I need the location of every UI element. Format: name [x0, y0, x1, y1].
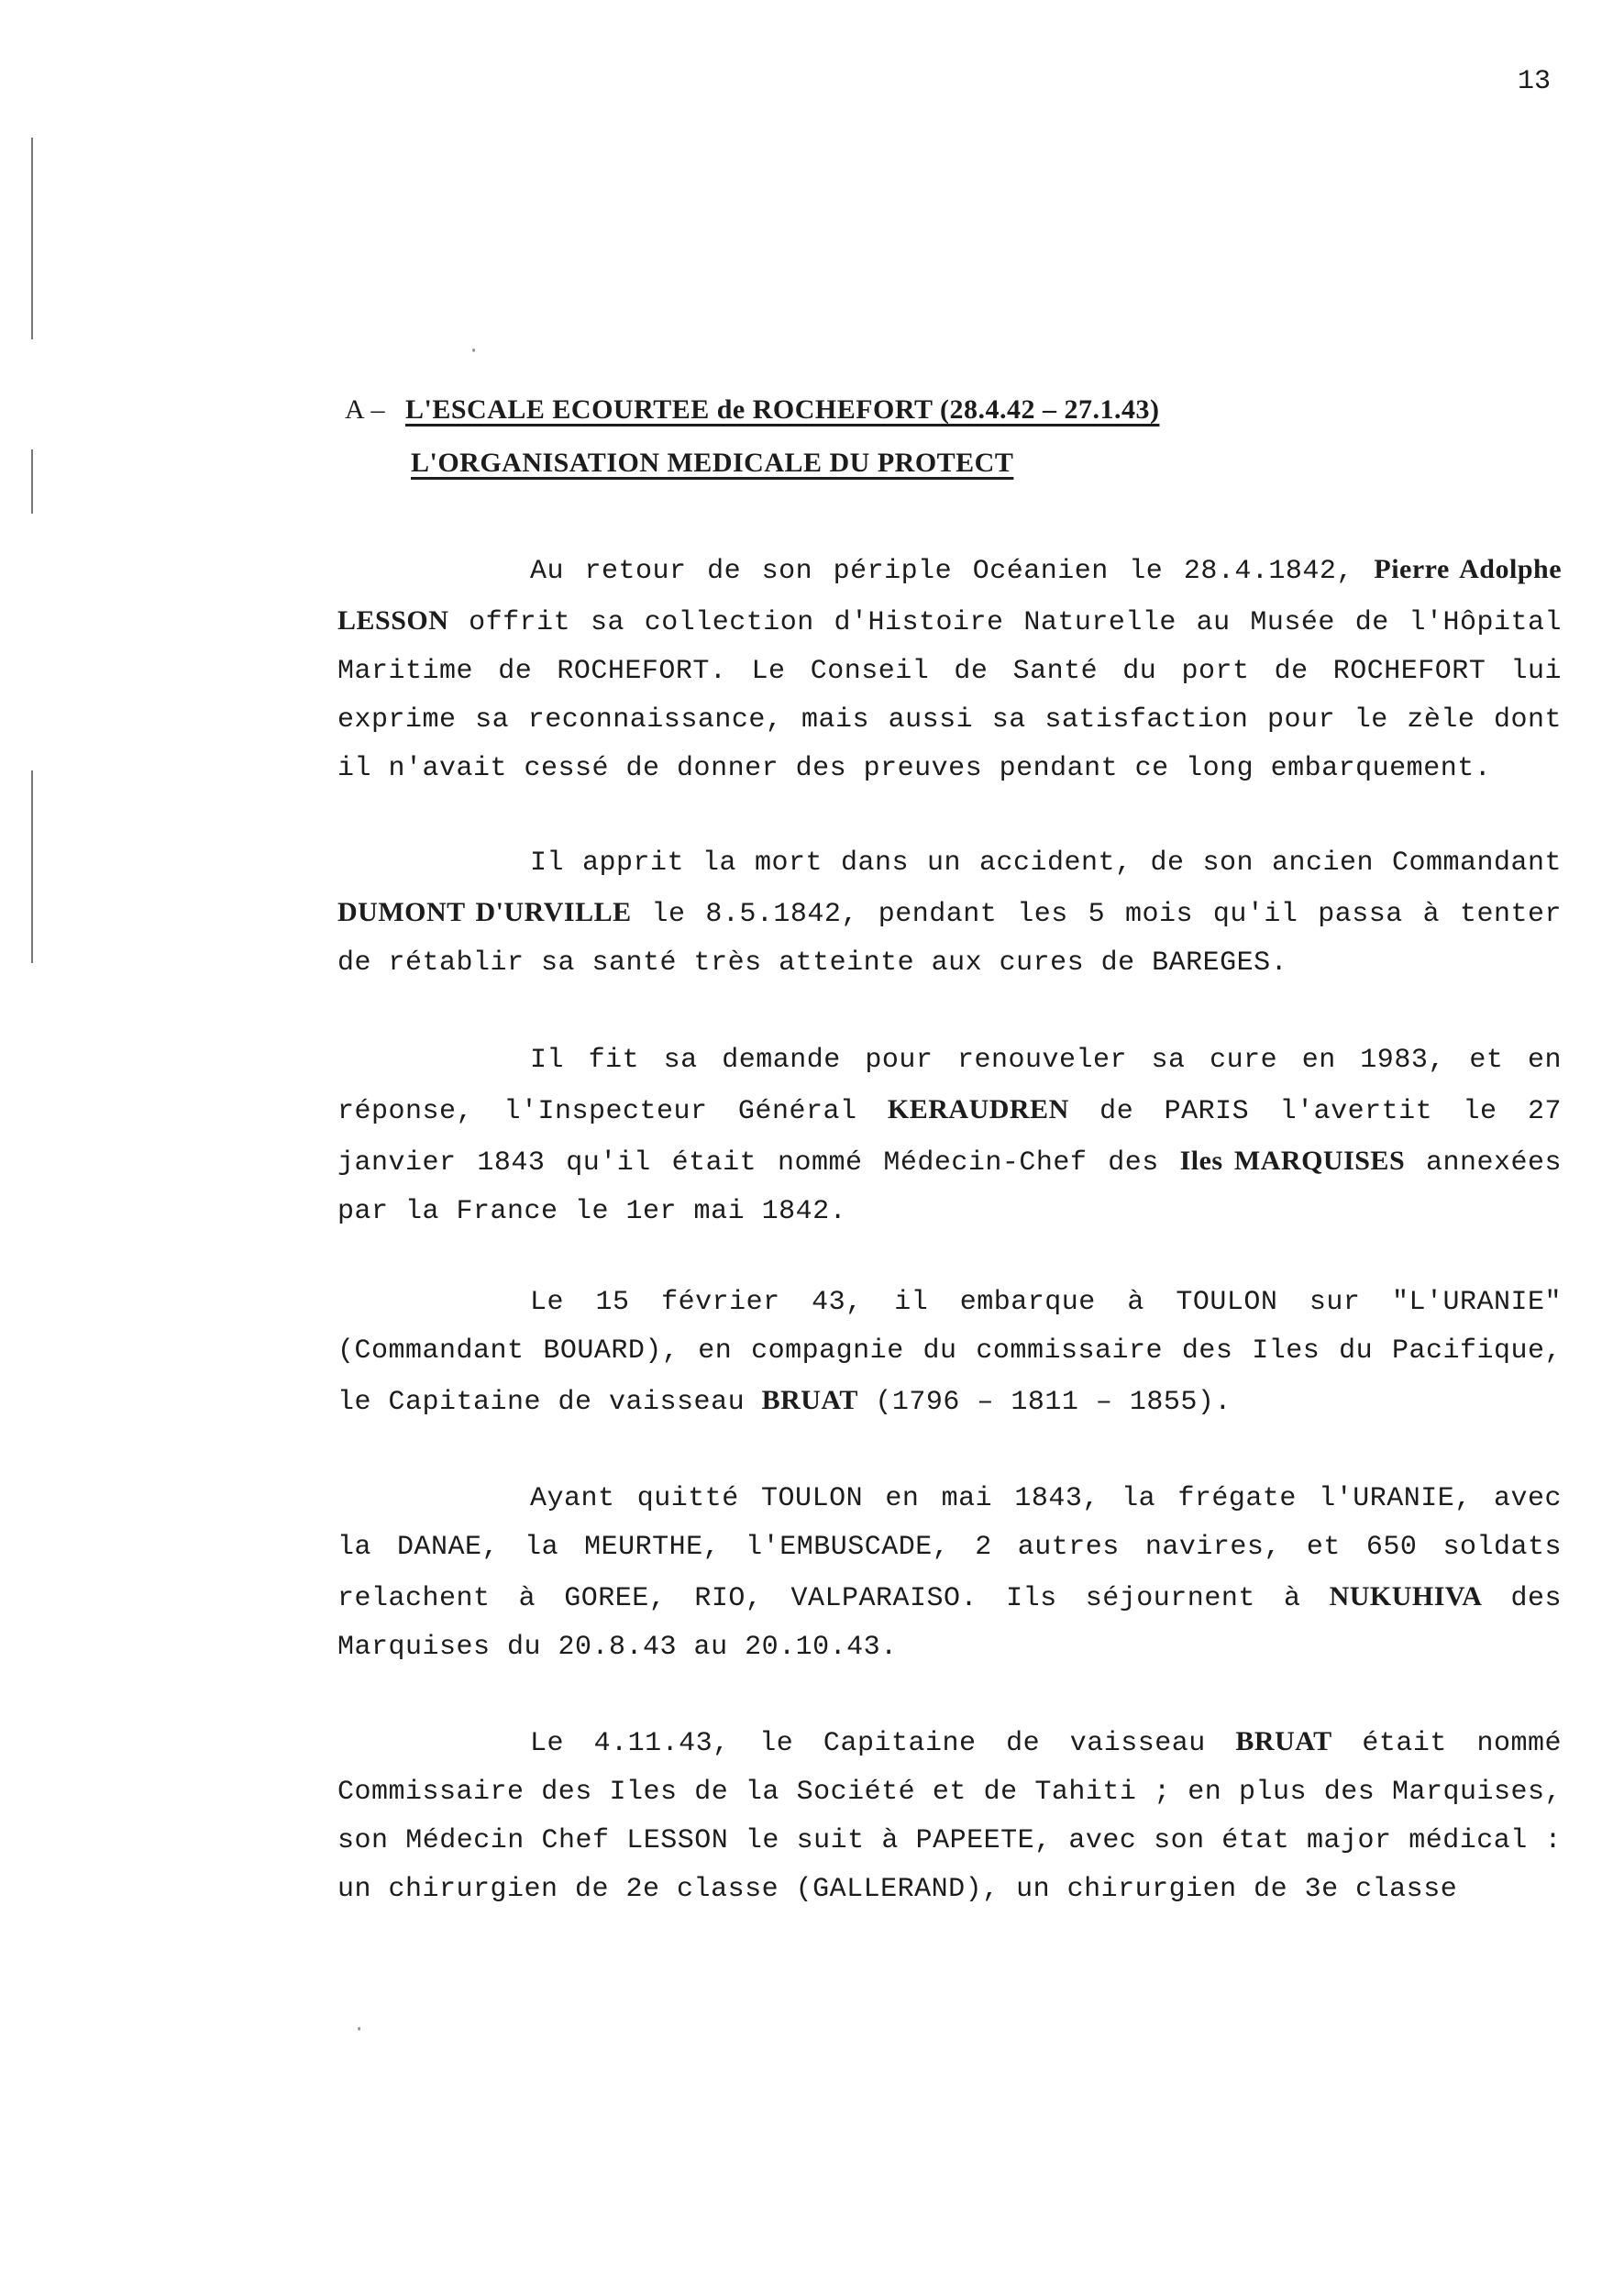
text-run: annexées par la France le 1er mai 1842. — [337, 1147, 1562, 1227]
text-run: Le 15 février 43, il embarque à TOULON sur "L'URANIE" (Commandant BOUARD), en compagnie du commissaire des Iles du Pacifique, le Capitaine de vaisseau — [337, 1287, 1562, 1418]
bold-name: BRUAT — [1235, 1726, 1332, 1756]
left-margin-mark — [31, 138, 33, 339]
bold-name: Iles MARQUISES — [1179, 1146, 1406, 1176]
text-run: Au retour de son périple Océanien le 28.4.1842, — [530, 556, 1375, 587]
section-subheading — [411, 448, 1013, 479]
section-prefix: A – — [345, 394, 386, 425]
text-run: le 8.5.1842, pendant les 5 mois qu'il passa à tenter de rétablir sa santé très atteinte aux cures de BAREGES. — [337, 899, 1563, 979]
page-number: 13 — [1518, 66, 1552, 97]
bold-name: NUKUHIVA — [1329, 1581, 1483, 1612]
bold-name: DUMONT D'URVILLE — [337, 897, 632, 927]
paragraph-3 — [337, 1036, 1562, 1236]
text-run: offrit sa collection d'Histoire Naturelle au Musée de l'Hôpital Maritime de ROCHEFORT. Le Conseil de Santé du port de ROCHEFORT lui exprime sa reconnaissance, mais aussi sa satisfaction pour le zèle dont il n'avait cessé de donner des preuves pendant ce long embarquement. — [337, 607, 1562, 784]
section-heading — [345, 394, 1159, 426]
bold-name: KERAUDREN — [887, 1094, 1069, 1124]
section-title: L'ESCALE ECOURTEE de ROCHEFORT (28.4.42 – 27.1.43) — [405, 394, 1160, 425]
text-run: de PARIS l'avertit le 27 janvier 1843 qu'il était nommé Médecin-Chef des — [337, 1096, 1562, 1179]
text-run: Ayant quitté TOULON en mai 1843, la frégate l'URANIE, avec la DANAE, la MEURTHE, l'EMBUSCADE, 2 autres navires, et 650 soldats relachent à GOREE, RIO, VALPARAISO. Ils séjournent à — [337, 1483, 1562, 1614]
paragraph-4 — [337, 1279, 1562, 1427]
paragraph-2 — [337, 839, 1562, 988]
text-run: était nommé Commissaire des Iles de la Société et de Tahiti ; en plus des Marquises, son Médecin Chef LESSON le suit à PAPEETE, avec son état major médical : un chirurgien de 2e classe (GALLERAND), un chirurgien de 3e classe — [337, 1728, 1562, 1905]
text-run: (1796 – 1811 – 1855). — [857, 1387, 1232, 1418]
text-run: Il fit sa demande pour renouveler sa cure en 1983, et en réponse, l'Inspecteur Général — [337, 1045, 1562, 1127]
paragraph-1 — [337, 545, 1562, 793]
left-margin-mark — [31, 449, 33, 514]
section-subtitle: L'ORGANISATION MEDICALE DU PROTECT — [411, 448, 1014, 478]
bold-name: Pierre Adolphe LESSON — [337, 554, 1563, 636]
left-margin-mark — [31, 770, 33, 963]
scan-speck: · — [353, 2018, 366, 2041]
scan-speck: · — [468, 339, 481, 362]
bold-name: BRUAT — [761, 1385, 858, 1415]
text-run: Le 4.11.43, le Capitaine de vaisseau — [530, 1728, 1236, 1759]
text-run: Il apprit la mort dans un accident, de son ancien Commandant — [530, 847, 1562, 879]
paragraph-6 — [337, 1717, 1562, 1914]
text-run: des Marquises du 20.8.43 au 20.10.43. — [337, 1583, 1562, 1663]
paragraph-5 — [337, 1475, 1562, 1672]
